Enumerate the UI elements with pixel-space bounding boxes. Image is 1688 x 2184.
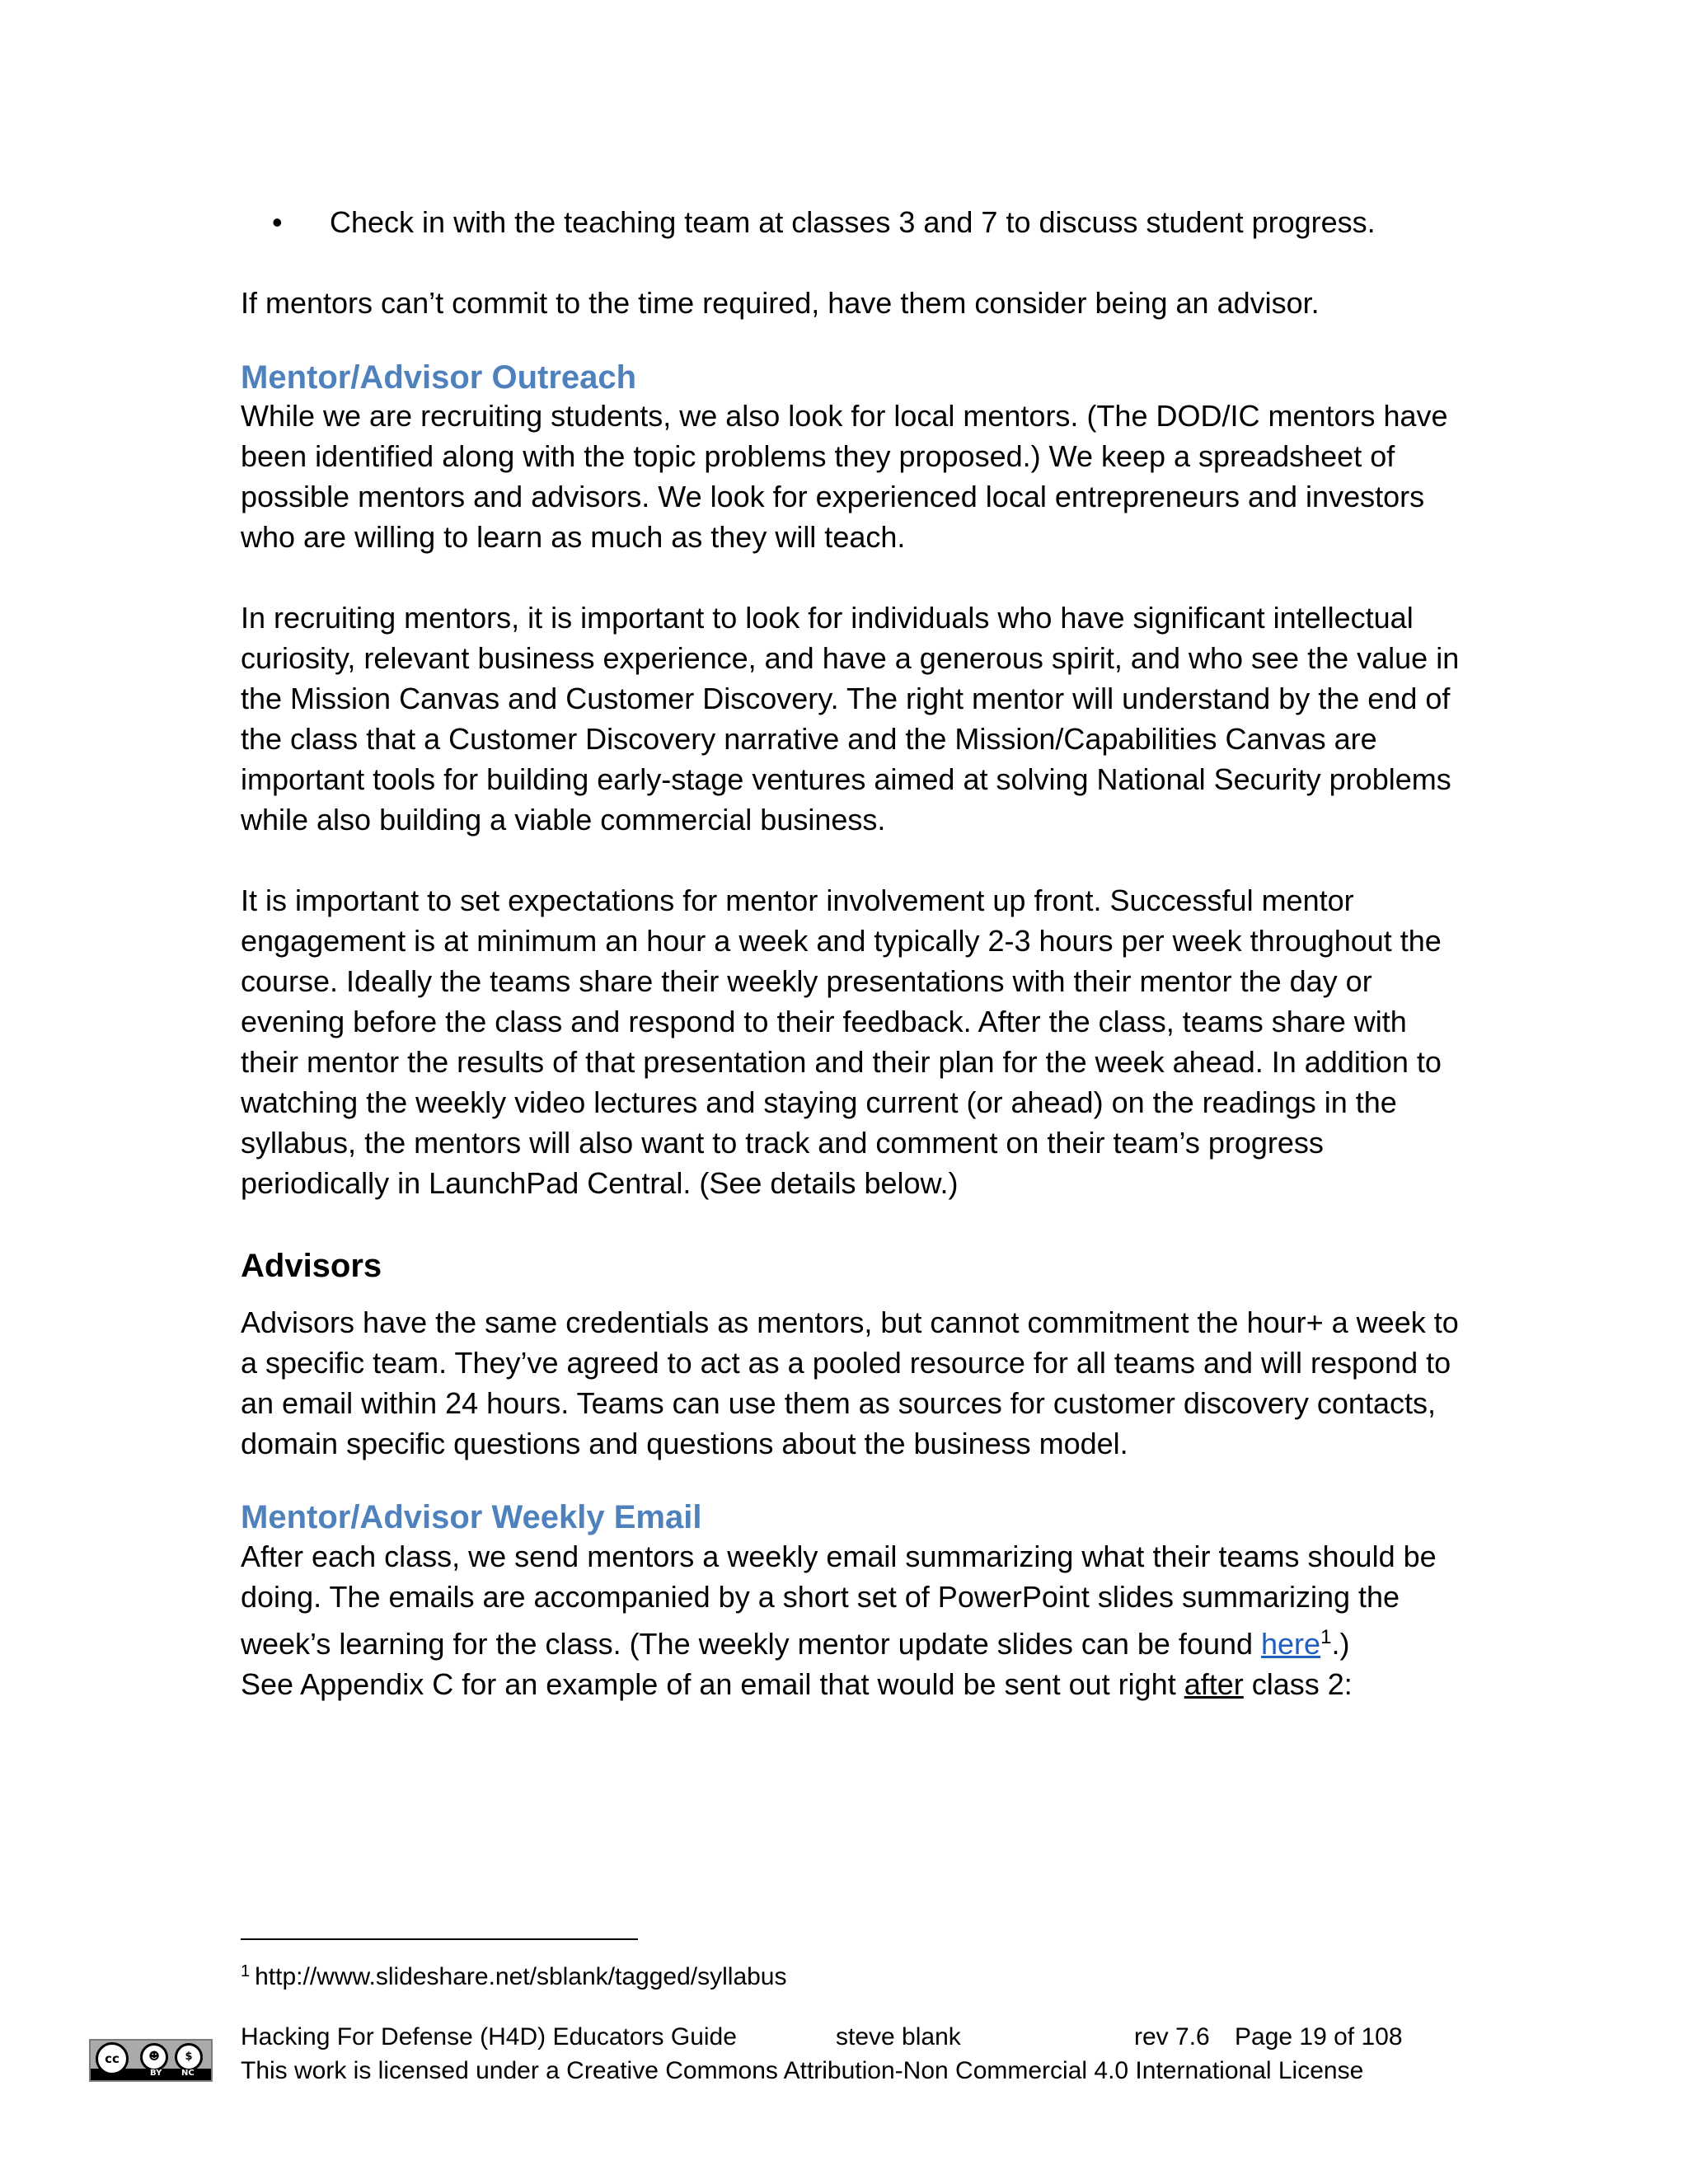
email-text-before-link: After each class, we send mentors a weekly email summarizing what their teams should be doing. The emails are accompanied by a short set of PowerPoint slides summarizing the week’s learning for the class. (The weekly mentor update slides can be found (241, 1540, 1437, 1661)
cc-license-icon (89, 2039, 213, 2082)
appendix-text-after: class 2: (1243, 1667, 1353, 1701)
paragraph-advisors-text: Advisors have the same credentials as mentors, but cannot commitment the hour+ a week to a specific team. They’ve agreed to act as a pooled resource for all teams and will respond to an email within 24 hours. Teams can use them as sources for customer discovery contacts, domain specific questions and questions about the business model. (241, 1305, 1459, 1460)
bullet-text: Check in with the teaching team at classes 3 and 7 to discuss student progress. (330, 205, 1376, 239)
paragraph-weekly-email-text (241, 1536, 1461, 1704)
appendix-text-before: See Appendix C for an example of an email that would be sent out right (241, 1667, 1184, 1701)
footer-guide-title: Hacking For Defense (H4D) Educators Guide (241, 2023, 737, 2050)
heading-mentor-advisor-outreach: Mentor/Advisor Outreach (241, 359, 637, 396)
paragraph-weekly-email (241, 1536, 1461, 1704)
paragraph-outreach-2-text: In recruiting mentors, it is important to look for individuals who have significant intellectual curiosity, relevant business experience, and have a generous spirit, and who see the value in the Mission Canvas and Customer Discovery. The right mentor will understand by the end of the class that a Customer Discovery narrative and the Mission/Capabilities Canvas are important tools for building early-stage ventures aimed at solving National Security problems while also building a viable commercial business. (241, 601, 1460, 837)
nc-dollar-icon: $ (175, 2043, 203, 2071)
cc-by-label: BY (150, 2069, 162, 2078)
footer-license: This work is licensed under a Creative Commons Attribution-Non Commercial 4.0 International License (241, 2057, 1364, 2084)
by-person-icon: ☻ (140, 2043, 168, 2071)
heading-advisors: Advisors (241, 1248, 382, 1284)
footnote-url[interactable]: http://www.slideshare.net/sblank/tagged/syllabus (255, 1963, 787, 1990)
footer-author: steve blank (836, 2023, 961, 2050)
heading-mentor-advisor-weekly-email: Mentor/Advisor Weekly Email (241, 1499, 702, 1535)
footer-line-1 (241, 2021, 1444, 2054)
slides-here-link[interactable]: here (1261, 1627, 1321, 1661)
footnote-number: 1 (241, 1962, 251, 1980)
paragraph-outreach-2 (241, 598, 1461, 840)
paragraph-outreach-1-text: While we are recruiting students, we also look for local mentors. (The DOD/IC mentors have been identified along with the topic problems they proposed.) We keep a spreadsheet of possible mentors and advisors. We look for experienced local entrepreneurs and investors who are willing to learn as much as they will teach. (241, 399, 1448, 554)
paragraph-commit-text: If mentors can’t commit to the time required, have them consider being an advisor. (241, 286, 1320, 320)
footnote-separator (241, 1938, 638, 1940)
footer-page-number: Page 19 of 108 (1235, 2023, 1403, 2050)
paragraph-commit (241, 283, 1461, 323)
footer-revision: rev 7.6 (1134, 2023, 1210, 2050)
paragraph-outreach-3 (241, 880, 1461, 1203)
email-text-after-link: .) (1331, 1627, 1350, 1661)
paragraph-advisors (241, 1302, 1461, 1464)
cc-icon: cc (96, 2042, 129, 2075)
after-underlined: after (1184, 1667, 1244, 1701)
cc-nc-label: NC (181, 2069, 195, 2078)
paragraph-outreach-1 (241, 396, 1461, 557)
footnote-reference: 1 (1320, 1626, 1332, 1648)
paragraph-outreach-3-text: It is important to set expectations for mentor involvement up front. Successful mentor engagement is at minimum an hour a week and typically 2-3 hours per week throughout the course. Ideally the teams share their weekly presentations with their mentor the day or evening before the class and respond to their feedback. After the class, teams share with their mentor the results of that presentation and their plan for the week ahead. In addition to watching the weekly video lectures and staying current (or ahead) on the readings in the syllabus, the mentors will also want to track and comment on their team’s progress periodically in LaunchPad Central. (See details below.) (241, 883, 1442, 1200)
bullet-marker: • (272, 205, 283, 239)
footnote (241, 1955, 787, 1994)
